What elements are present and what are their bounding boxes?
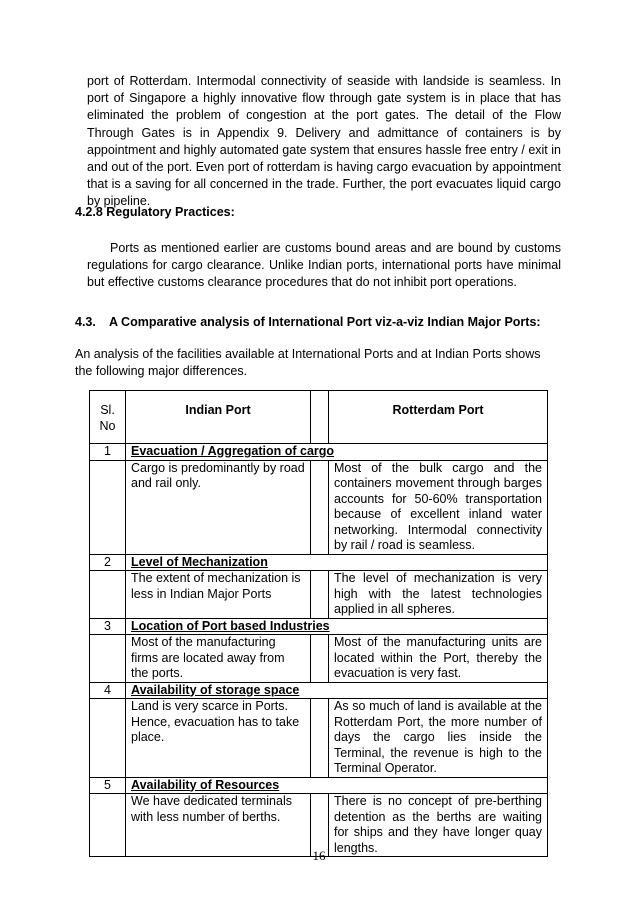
table-row-heading (90, 444, 548, 461)
row-heading: Level of Mechanization (126, 554, 548, 571)
rotterdam-port-cell: The level of mechanization is very high with the latest technologies applied in all spheres. (329, 571, 548, 619)
spacer-cell (311, 699, 329, 778)
rotterdam-port-cell: As so much of land is available at the Rotterdam Port, the more number of days the cargo lies inside the Terminal, the revenue is high to the Terminal Operator. (329, 699, 548, 778)
indian-port-cell: Most of the manufacturing firms are located away from the ports. (126, 635, 311, 683)
table-row-heading (90, 682, 548, 699)
table-row (90, 699, 548, 778)
row-heading: Availability of Resources (126, 777, 548, 794)
section-title: A Comparative analysis of International Port viz-a-viz Indian Major Ports: (109, 315, 541, 329)
section-heading-comparative-analysis (75, 315, 541, 329)
intro-paragraph: port of Rotterdam. Intermodal connectivity of seaside with landside is seamless. In port of Singapore a highly innovative flow through gate system is in place that has eliminated the problem of congestion at the port gates. The detail of the Flow Through Gates is in Appendix 9. Delivery and admittance of containers is by appointment and highly automated gate system that ensures hassle free entry / exit in and out of the port. Even port of rotterdam is having cargo evacuation by appointment that is a saving for all concerned in the trade. Further, the port evacuates liquid cargo by pipeline. (87, 74, 561, 209)
table-row (90, 571, 548, 619)
indian-port-cell: Land is very scarce in Ports. Hence, evacuation has to take place. (126, 699, 311, 778)
empty-cell (90, 460, 126, 554)
empty-cell (90, 699, 126, 778)
spacer-cell (311, 635, 329, 683)
header-indian-port: Indian Port (126, 391, 311, 444)
row-number: 5 (90, 777, 126, 794)
row-number: 2 (90, 554, 126, 571)
row-number: 3 (90, 618, 126, 635)
comparison-table (89, 390, 548, 857)
spacer-cell (311, 391, 329, 444)
row-number: 1 (90, 444, 126, 461)
rotterdam-port-cell: Most of the bulk cargo and the containers movement through barges accounts for 50-60% transportation because of excellent inland water networking. Intermodal connectivity by rail / road is seamless. (329, 460, 548, 554)
indian-port-cell: The extent of mechanization is less in Indian Major Ports (126, 571, 311, 619)
empty-cell (90, 635, 126, 683)
table-row-heading (90, 554, 548, 571)
table-row-heading (90, 777, 548, 794)
analysis-intro-paragraph: An analysis of the facilities available at International Ports and at Indian Ports shows the following major differences. (75, 347, 541, 379)
indian-port-cell: We have dedicated terminals with less number of berths. (126, 794, 311, 857)
row-heading: Location of Port based Industries (126, 618, 548, 635)
table-header-row (90, 391, 548, 444)
empty-cell (90, 571, 126, 619)
header-rotterdam-port: Rotterdam Port (329, 391, 548, 444)
indian-port-cell: Cargo is predominantly by road and rail only. (126, 460, 311, 554)
rotterdam-port-cell: There is no concept of pre-berthing detention as the berths are waiting for ships and they have longer quay lengths. (329, 794, 548, 857)
regulatory-paragraph: Ports as mentioned earlier are customs bound areas and are bound by customs regulations for cargo clearance. Unlike Indian ports, international ports have minimal but effective customs clearance procedures that do not inhibit port operations. (87, 241, 561, 290)
table-row (90, 635, 548, 683)
table-row-heading (90, 618, 548, 635)
spacer-cell (311, 460, 329, 554)
row-heading: Availability of storage space (126, 682, 548, 699)
section-number: 4.3. (75, 315, 96, 329)
spacer-cell (311, 571, 329, 619)
rotterdam-port-cell: Most of the manufacturing units are located within the Port, thereby the evacuation is very fast. (329, 635, 548, 683)
header-slno: Sl. No (90, 391, 126, 444)
row-heading: Evacuation / Aggregation of cargo (126, 444, 548, 461)
table-row (90, 460, 548, 554)
row-number: 4 (90, 682, 126, 699)
section-heading-regulatory-practices: 4.2.8 Regulatory Practices: (75, 205, 235, 219)
page-number: 16 (312, 848, 326, 863)
